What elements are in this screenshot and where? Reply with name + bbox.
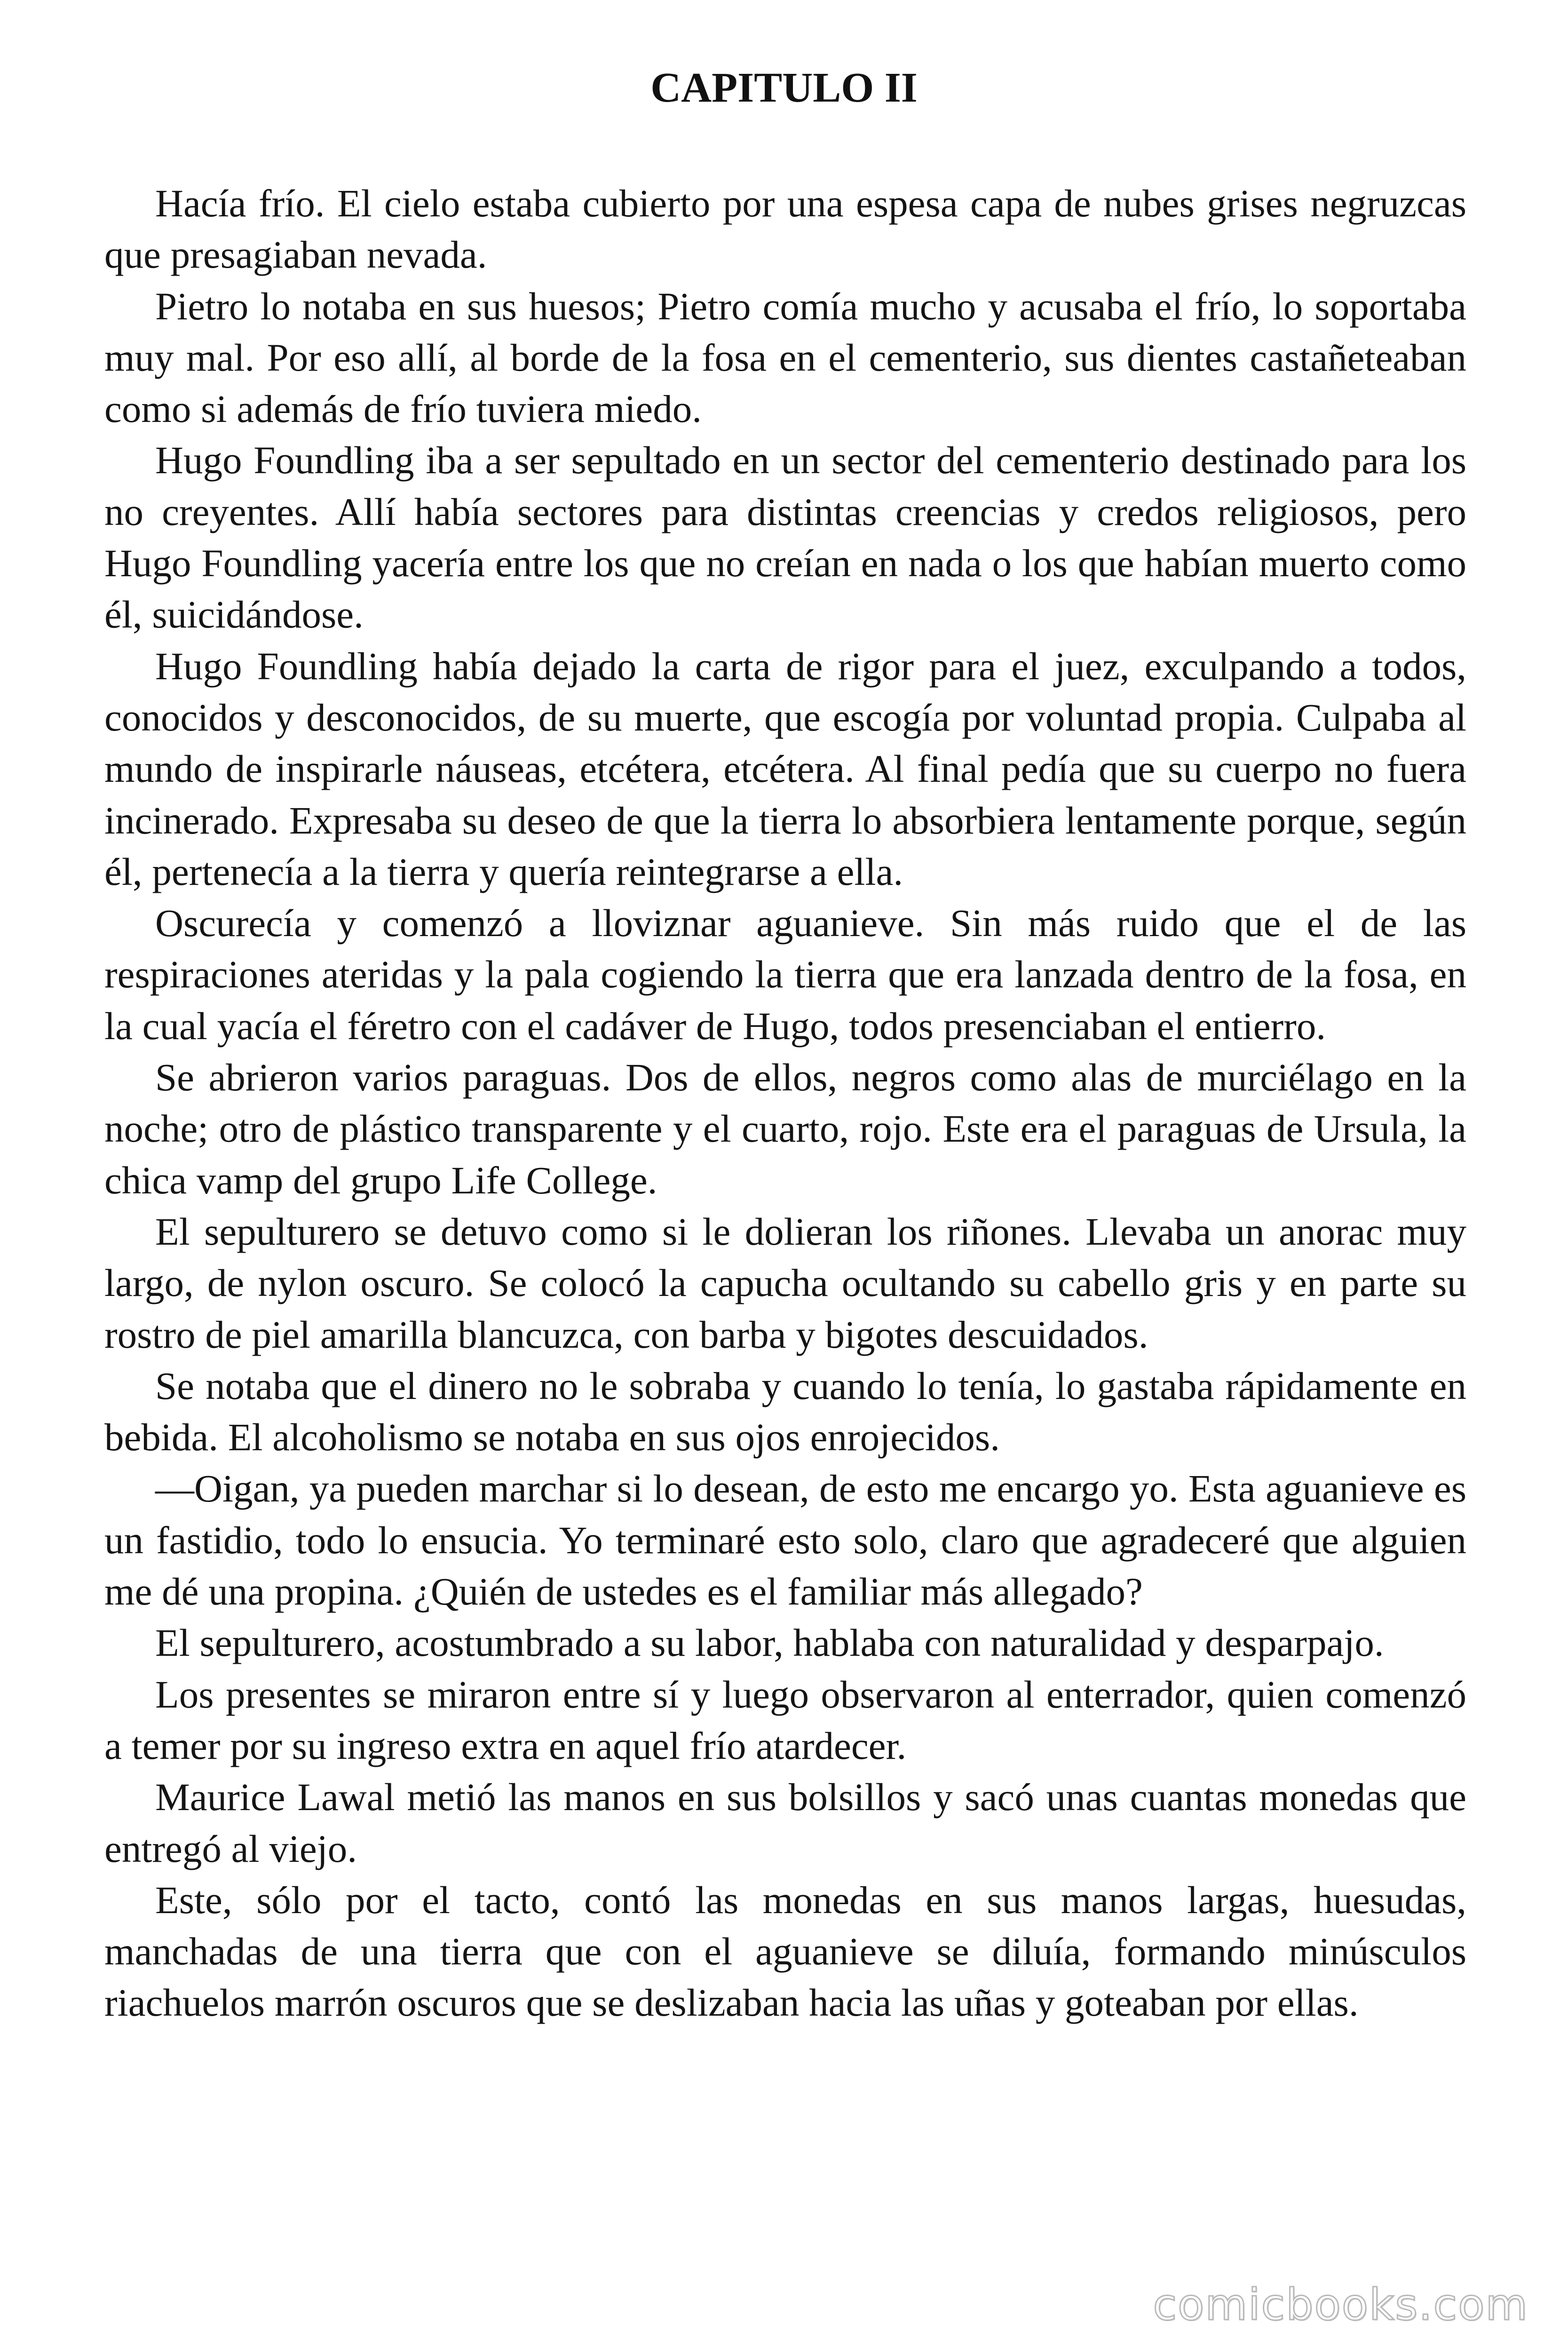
- paragraph: Se notaba que el dinero no le sobraba y cuando lo tenía, lo gastaba rápidamente en bebida. El alcoholismo se notaba en sus ojos enrojecidos.: [104, 1364, 1466, 1459]
- paragraph: Hugo Foundling iba a ser sepultado en un sector del cementerio destinado para los no creyentes. Allí había sectores para distintas creencias y credos religiosos, pero Hugo Foundling yacería entre los que no creían en nada o los que habían muerto como él, suicidándose.: [104, 438, 1466, 636]
- paragraph: El sepulturero, acostumbrado a su labor, hablaba con naturalidad y desparpajo.: [155, 1621, 1384, 1665]
- paragraph: Se abrieron varios paraguas. Dos de ellos, negros como alas de murciélago en la noche; otro de plástico transparente y el cuarto, rojo. Este era el paraguas de Ursula, la chica vamp del grupo Life College.: [104, 1056, 1466, 1202]
- paragraph: Hacía frío. El cielo estaba cubierto por una espesa capa de nubes grises negruzcas que presagiaban nevada.: [104, 182, 1466, 277]
- chapter-body: [104, 178, 1466, 2029]
- paragraph: Maurice Lawal metió las manos en sus bolsillos y sacó unas cuantas monedas que entregó al viejo.: [104, 1775, 1466, 1870]
- paragraph: El sepulturero se detuvo como si le dolieran los riñones. Llevaba un anorac muy largo, de nylon oscuro. Se colocó la capucha ocultando su cabello gris y en parte su rostro de piel amarilla blancuzca, con barba y bigotes descuidados.: [104, 1209, 1466, 1356]
- paragraph: Los presentes se miraron entre sí y luego observaron al enterrador, quien comenzó a temer por su ingreso extra en aquel frío atardecer.: [104, 1672, 1466, 1767]
- watermark: comicbooks.com: [1153, 2280, 1528, 2330]
- paragraph: —Oigan, ya pueden marchar si lo desean, de esto me encargo yo. Esta aguanieve es un fastidio, todo lo ensucia. Yo terminaré esto solo, claro que agradeceré que alguien me dé una propina. ¿Quién de ustedes es el familiar más allegado?: [104, 1467, 1466, 1613]
- chapter-title: CAPITULO II: [650, 64, 918, 111]
- paragraph: Este, sólo por el tacto, contó las monedas en sus manos largas, huesudas, manchadas de una tierra que con el aguanieve se diluía, formando minúsculos riachuelos marrón oscuros que se deslizaban hacia las uñas y goteaban por ellas.: [104, 1878, 1466, 2025]
- paragraph: Hugo Foundling había dejado la carta de rigor para el juez, exculpando a todos, conocidos y desconocidos, de su muerte, que escogía por voluntad propia. Culpaba al mundo de inspirarle náuseas, etcétera, etcétera. Al final pedía que su cuerpo no fuera incinerado. Expresaba su deseo de que la tierra lo absorbiera lentamente porque, según él, pertenecía a la tierra y quería reintegrarse a ella.: [104, 644, 1466, 893]
- paragraph: Pietro lo notaba en sus huesos; Pietro comía mucho y acusaba el frío, lo soportaba muy mal. Por eso allí, al borde de la fosa en el cementerio, sus dientes castañeteaban como si además de frío tuviera miedo.: [104, 284, 1466, 431]
- paragraph: Oscurecía y comenzó a lloviznar aguanieve. Sin más ruido que el de las respiraciones ateridas y la pala cogiendo la tierra que era lanzada dentro de la fosa, en la cual yacía el féretro con el cadáver de Hugo, todos presenciaban el entierro.: [104, 901, 1466, 1048]
